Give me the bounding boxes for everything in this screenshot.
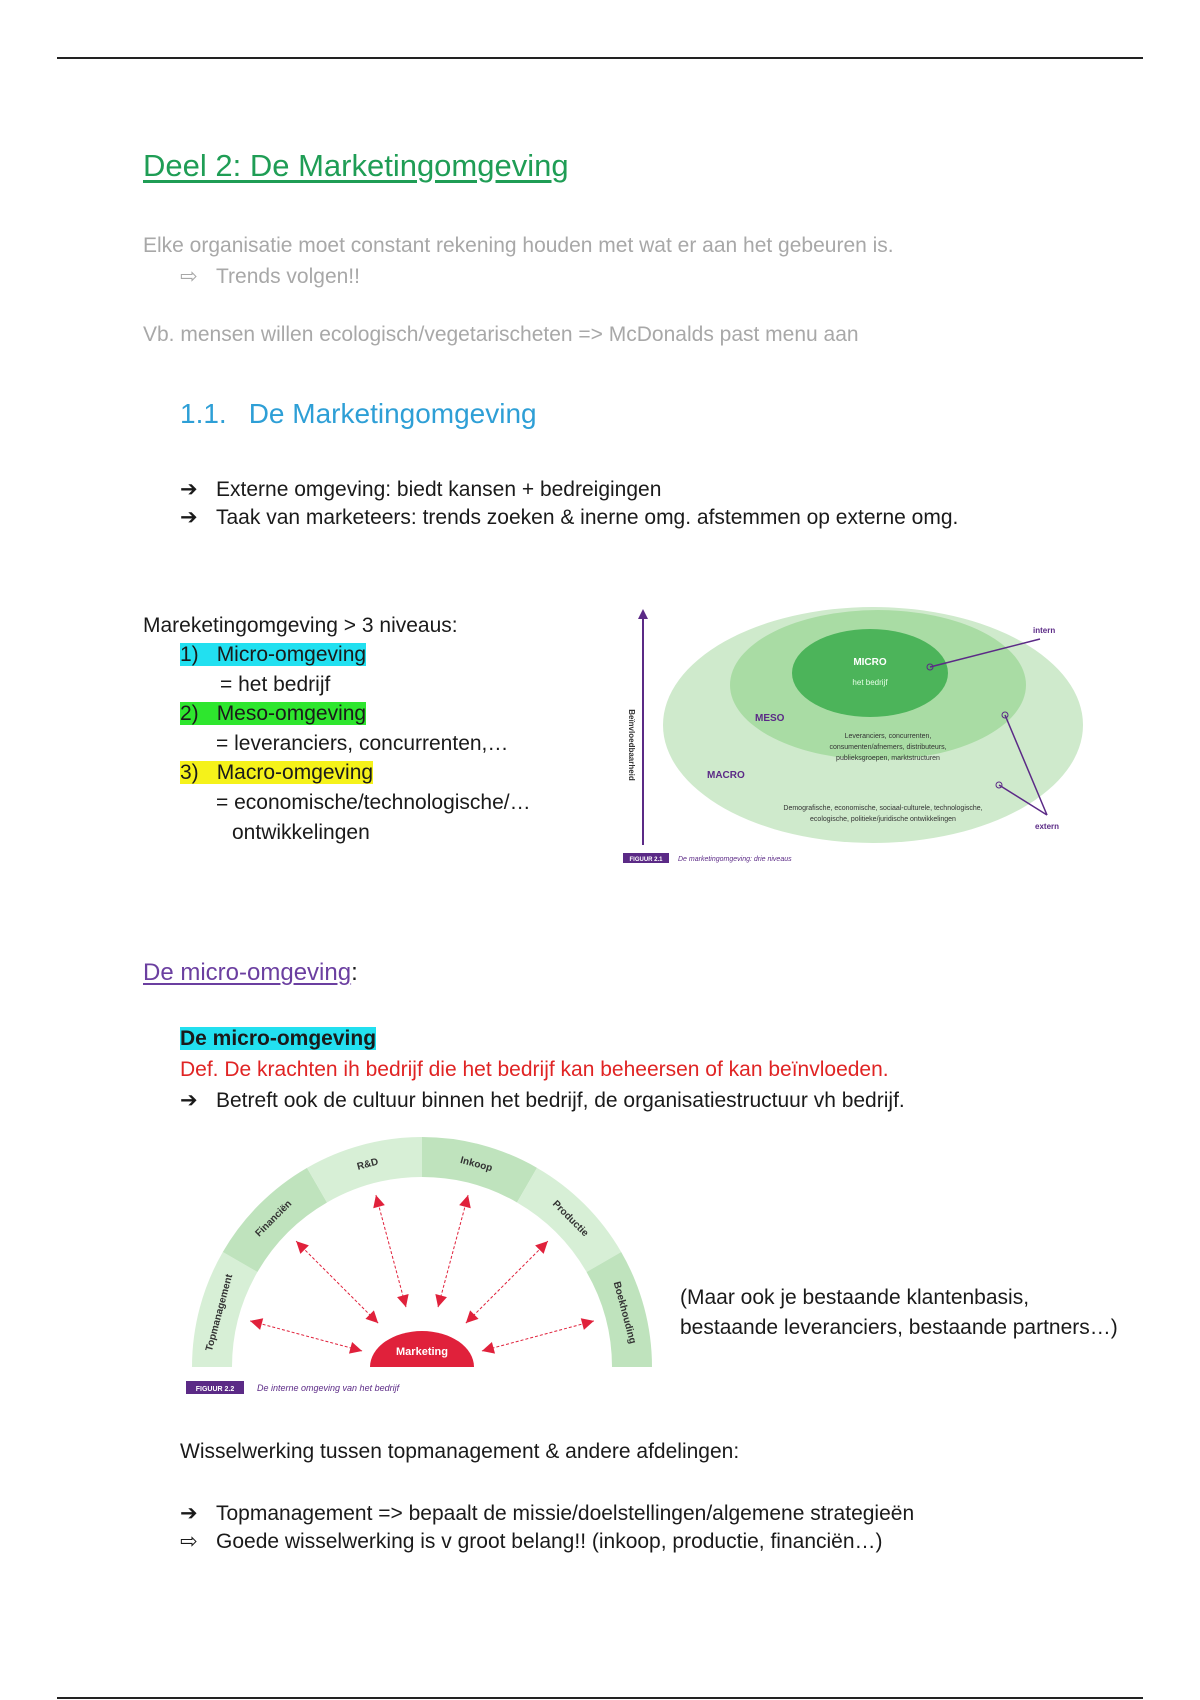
meso-text-line: Leveranciers, concurrenten, <box>844 733 932 740</box>
arrowhead-icon <box>482 1342 495 1354</box>
level-item-meso <box>180 702 366 726</box>
level-label: 1) Micro-omgeving <box>180 643 367 666</box>
micro-definition: Def. De krachten ih bedrijf die het bedrijf kan beheersen of kan beïnvloeden. <box>180 1058 889 1081</box>
section-bullet <box>180 505 958 530</box>
interaction-bullet <box>180 1501 914 1526</box>
figure-badge-text: FIGUUR 2.1 <box>629 857 663 863</box>
level-desc: = economische/technologische/… <box>216 791 531 814</box>
arrow-right-icon: ➔ <box>180 506 198 529</box>
interaction-bullet-text: Topmanagement => bepaalt de missie/doelstellingen/algemene strategieën <box>216 1502 915 1525</box>
interaction-bullet <box>180 1529 883 1554</box>
intro-text: Elke organisatie moet constant rekening houden met wat er aan het gebeuren is. <box>143 234 894 257</box>
micro-section-title-text: De micro-omgeving <box>143 959 352 986</box>
marketing-label: Marketing <box>396 1346 448 1358</box>
arrowhead-icon <box>397 1294 409 1307</box>
micro-label: MICRO <box>853 657 887 668</box>
arrow-right-icon: ➔ <box>180 1502 198 1525</box>
side-note-line: bestaande leveranciers, bestaande partners…) <box>680 1316 1118 1339</box>
connection-line <box>482 1321 594 1351</box>
interaction-bullet-text: Goede wisselwerking is v groot belang!! (inkoop, productie, financiën…) <box>216 1530 883 1553</box>
section-bullet <box>180 477 661 502</box>
micro-bullet <box>180 1088 905 1113</box>
hollow-arrow-icon: ⇨ <box>180 265 198 288</box>
connection-line <box>466 1241 548 1323</box>
macro-text-line: Demografische, economische, sociaal-culturele, technologische, <box>783 805 983 812</box>
arrowhead-icon <box>459 1195 471 1208</box>
micro-bullet-text: Betreft ook de cultuur binnen het bedrijf, de organisatiestructuur vh bedrijf. <box>216 1089 905 1112</box>
micro-section-title <box>143 959 358 987</box>
connection-line <box>296 1241 378 1323</box>
micro-sub: het bedrijf <box>852 678 888 687</box>
arrowhead-icon <box>435 1294 447 1307</box>
section-number: 1.1. <box>180 398 227 429</box>
level-desc-cont: ontwikkelingen <box>232 821 370 844</box>
intro-bullet-text: Trends volgen!! <box>216 265 360 288</box>
internal-environment-diagram <box>182 1155 662 1400</box>
arrowhead-icon <box>581 1318 594 1330</box>
department-label: Inkoop <box>458 1155 494 1175</box>
page-title: Deel 2: De Marketingomgeving <box>143 148 569 183</box>
arrowhead-icon <box>349 1342 362 1354</box>
intro-bullet <box>180 264 360 289</box>
environment-levels-diagram <box>615 605 1095 870</box>
extern-label: extern <box>1035 822 1060 831</box>
department-label: Financiën <box>253 1198 295 1240</box>
level-desc: = leveranciers, concurrenten,… <box>216 732 509 755</box>
section-title: De Marketingomgeving <box>248 398 537 429</box>
figure-caption: De marketingomgeving: drie niveaus <box>678 856 792 863</box>
meso-text-line: publieksgroepen, marktstructuren <box>836 755 940 762</box>
macro-text-line: ecologische, politieke/juridische ontwikkelingen <box>810 816 956 823</box>
level-item-micro <box>180 643 366 667</box>
intern-label: intern <box>1033 626 1056 635</box>
meso-text-line: consumenten/afnemers, distributeurs, <box>829 744 947 751</box>
section-bullet-text: Externe omgeving: biedt kansen + bedreigingen <box>216 478 662 501</box>
bottom-rule <box>57 1697 1143 1699</box>
department-label: Boekhouding <box>610 1280 638 1346</box>
interaction-title: Wisselwerking tussen topmanagement & andere afdelingen: <box>180 1440 740 1463</box>
levels-intro: Mareketingomgeving > 3 niveaus: <box>143 614 458 637</box>
macro-label: MACRO <box>707 770 745 781</box>
micro-ellipse <box>792 629 948 717</box>
meso-label: MESO <box>755 713 785 724</box>
section-bullet-text: Taak van marketeers: trends zoeken & inerne omg. afstemmen op externe omg. <box>216 506 959 529</box>
level-label: 3) Macro-omgeving <box>180 761 374 784</box>
department-label: Productie <box>549 1198 591 1240</box>
connection-line <box>438 1195 468 1307</box>
top-rule <box>57 57 1143 59</box>
department-label: R&D <box>355 1156 380 1173</box>
hollow-arrow-icon: ⇨ <box>180 1530 198 1553</box>
arrow-right-icon: ➔ <box>180 1089 198 1112</box>
figure-badge-text: FIGUUR 2.2 <box>195 1386 235 1393</box>
section-heading <box>180 398 537 430</box>
arrow-right-icon: ➔ <box>180 478 198 501</box>
micro-section-colon: : <box>351 959 358 986</box>
arrowhead-icon <box>373 1195 385 1208</box>
arrowhead-icon <box>250 1318 263 1330</box>
connection-line <box>250 1321 362 1351</box>
level-item-macro <box>180 761 373 785</box>
figure-caption: De interne omgeving van het bedrijf <box>257 1383 400 1393</box>
level-label: 2) Meso-omgeving <box>180 702 367 725</box>
level-desc: = het bedrijf <box>220 673 331 696</box>
micro-highlight: De micro-omgeving <box>180 1027 377 1050</box>
example-text: Vb. mensen willen ecologisch/vegetarischeten => McDonalds past menu aan <box>143 323 859 346</box>
department-label: Topmanagement <box>204 1273 236 1353</box>
axis-label: Beïnvloedbaarheid <box>627 709 636 781</box>
axis-arrow-icon <box>638 609 648 619</box>
connection-line <box>376 1195 406 1307</box>
side-note-line: (Maar ook je bestaande klantenbasis, <box>680 1286 1030 1309</box>
